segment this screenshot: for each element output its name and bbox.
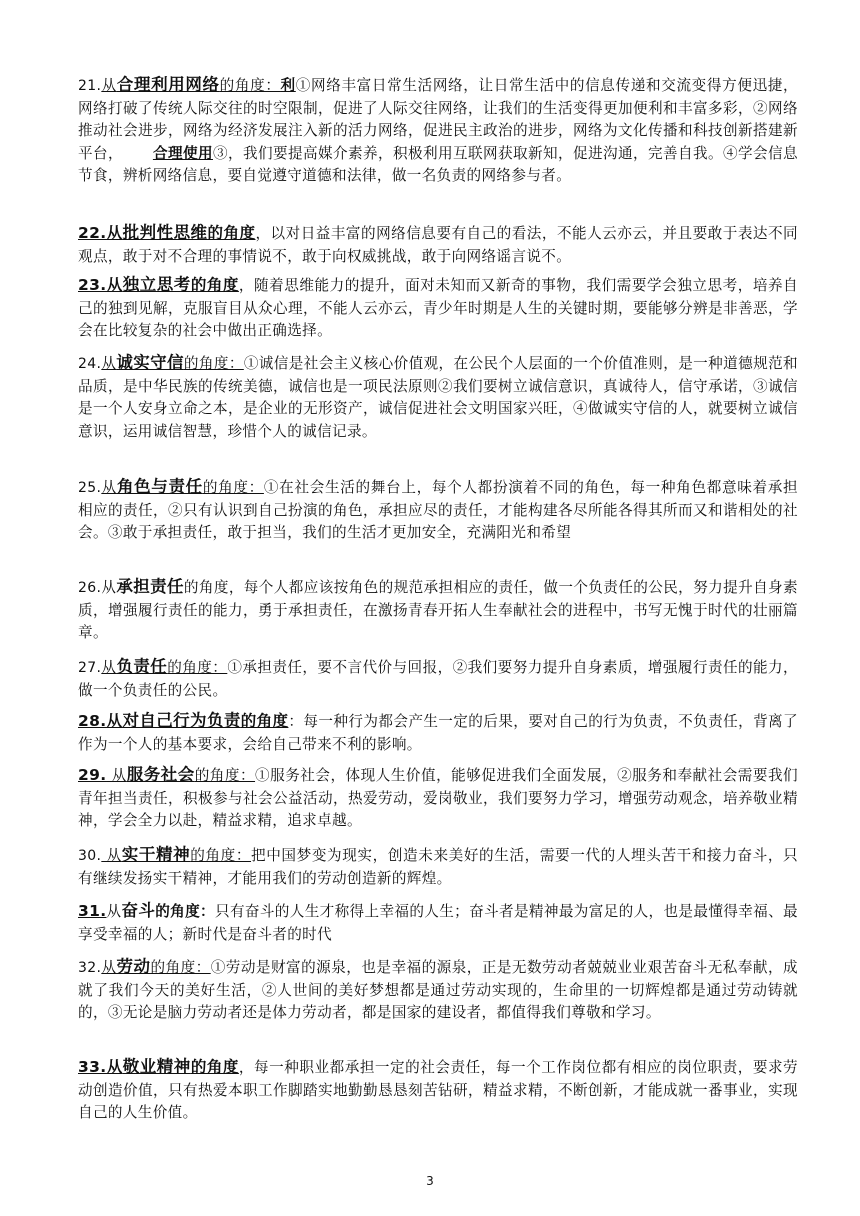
item-number: 27.: [78, 660, 102, 676]
item-keyword: 劳动: [116, 957, 151, 976]
item-number: 22.: [78, 224, 107, 242]
item-heading: 从批判性思维的角度: [106, 223, 256, 242]
item-heading: 从对自己行为负责的角度: [106, 711, 289, 730]
item-keyword: 承担责任: [116, 577, 184, 596]
item-heading: 从劳动的角度：: [101, 957, 211, 976]
item-keyword: 独立思考: [122, 275, 191, 294]
item-heading: 从角色与责任的角度：: [101, 477, 264, 496]
item-heading: 从敬业精神的角度: [106, 1057, 239, 1076]
item-keyword: 服务社会: [126, 765, 195, 784]
item-number: 21.: [78, 78, 102, 94]
item-number: 24.: [78, 356, 102, 372]
item-23: [78, 274, 798, 343]
item-heading: 从负责任的角度：: [101, 657, 228, 676]
item-body: ①劳动是财富的源泉，也是幸福的源泉，正是无数劳动者兢兢业业艰苦奋斗无私奉献，成就了我们今天的美好生活，②人世间的美好梦想都是通过劳动实现的，生命里的一切辉煌都是通过劳动铸就的，③无论是脑力劳动者还是体力劳动者，都是国家的建设者，都值得我们尊敬和学习。: [78, 959, 798, 1021]
item-heading: 从独立思考的角度: [106, 275, 239, 294]
item-heading: 从合理利用网络的角度：: [101, 75, 281, 94]
item-22: [78, 222, 798, 268]
item-body: ，每一种职业都承担一定的社会责任，每一个工作岗位都有相应的岗位职责，要求劳动创造价值，只有热爱本职工作脚踏实地勤勤恳恳刻苦钻研，精益求精，不断创新，才能成就一番事业，实现自己的人生价值。: [78, 1059, 798, 1121]
item-number: 26.: [78, 580, 102, 596]
item-keyword: 合理利用网络: [116, 75, 220, 94]
item-27: [78, 656, 798, 702]
item-number: 23.: [78, 276, 107, 294]
item-heading: 从诚实守信的角度：: [101, 353, 244, 372]
item-heading: 从实干精神的角度：: [101, 845, 252, 864]
item-body: ，每个人都应该按角色的规范承担相应的责任，做一个负责任的公民，努力提升自身素质，增强履行责任的能力，勇于承担责任，在激扬青春开拓人生奉献社会的进程中，书写无愧于时代的壮丽篇章。: [78, 579, 798, 641]
item-keyword: 对自己行为负责: [122, 711, 241, 730]
item-heading: 从奋斗的角度：: [106, 901, 215, 920]
item-body: ①服务社会，体现人生价值，能够促进我们全面发展，②服务和奉献社会需要我们青年担当责任，积极参与社会公益活动，热爱劳动，爱岗敬业，我们要努力学习，增强劳动观念，培养敬业精神，学会全力以赴，精益求精，追求卓越。: [78, 767, 798, 829]
item-21: [78, 74, 798, 188]
item-keyword: 批判性思维: [122, 223, 208, 242]
item-body: ，随着思维能力的提升，面对未知而又新奇的事物，我们需要学会独立思考，培养自己的独到见解，克服盲目从众心理，不能人云亦云，青少年时期是人生的关键时期，要能够分辨是非善恶，学会在比较复杂的社会中做出正确选择。: [78, 277, 798, 339]
item-number: 31.: [78, 902, 107, 920]
item-heading: 从承担责任的角度: [101, 577, 229, 596]
item-keyword: 实干精神: [121, 845, 191, 864]
item-number: 33.: [78, 1058, 107, 1076]
item-number: 25.: [78, 480, 102, 496]
item-body: ①在社会生活的舞台上，每个人都扮演着不同的角色，每一种角色都意味着承担相应的责任，②只有认识到自己扮演的角色，承担应尽的责任，才能构建各尽所能各得其所而又和谐相处的社会。③敢于承担责任，敢于担当，我们的生活才更加安全，充满阳光和希望: [78, 479, 799, 541]
item-25: [78, 476, 798, 545]
item-keyword: 角色与责任: [116, 477, 203, 496]
item-number: 29.: [78, 766, 107, 784]
item-number: 28.: [78, 712, 107, 730]
item-keyword: 诚实守信: [116, 353, 184, 372]
item-body: 只有奋斗的人生才称得上幸福的人生；奋斗者是精神最为富足的人，也是最懂得幸福、最享受幸福的人；新时代是奋斗者的时代: [78, 903, 799, 943]
item-body-2: ③，我们要提高媒介素养，积极利用互联网获取新知，促进沟通，完善自我。④学会信息节食，辨析网络信息，要自觉遵守道德和法律，做一名负责的网络参与者。: [78, 144, 799, 184]
item-30: [78, 844, 798, 890]
item-heading: 从服务社会的角度：: [106, 765, 256, 784]
item-28: [78, 710, 798, 756]
item-number: 32.: [78, 960, 102, 976]
item-32: [78, 956, 798, 1025]
item-tag: 利: [280, 77, 296, 94]
item-body: ，以对日益丰富的网络信息要有自己的看法，不能人云亦云，并且要敢于表达不同观点，敢于对不合理的事情说不，敢于向权威挑战，敢于向网络谣言说不。: [78, 225, 798, 265]
item-number: 30.: [78, 848, 102, 864]
item-26: [78, 576, 798, 645]
item-31: [78, 900, 798, 946]
item-body: 把中国梦变为现实，创造未来美好的生活，需要一代的人埋头苦干和接力奋斗，只有继续发扬实干精神，才能用我们的劳动创造新的辉煌。: [78, 847, 799, 887]
item-body: ：每一种行为都会产生一定的后果，要对自己的行为负责，不负责任，背离了作为一个人的基本要求，会给自己带来不利的影响。: [78, 713, 798, 753]
item-body: ①诚信是社会主义核心价值观，在公民个人层面的一个价值准则，是一种道德规范和品质，是中华民族的传统美德，诚信也是一项民法原则②我们要树立诚信意识，真诚待人，信守承诺，③诚信是一个人安身立命之本，是企业的无形资产，诚信促进社会文明国家兴旺，④做诚实守信的人，就要树立诚信意识，运用诚信智慧，珍惜个人的诚信记录。: [78, 355, 798, 440]
item-body: ①承担责任，要不言代价与回报，②我们要努力提升自身素质，增强履行责任的能力，做一个负责任的公民。: [78, 659, 798, 699]
item-24: [78, 352, 798, 443]
item-tag-2: 合理使用: [152, 144, 213, 162]
page-number: 3: [426, 1174, 434, 1188]
item-body: ①网络丰富日常生活网络，让日常生活中的信息传递和交流变得方便迅捷，网络打破了传统人际交往的时空限制，促进了人际交往网络，让我们的生活变得更加便利和丰富多彩，②网络推动社会进步，网络为经济发展注入新的活力网络，促进民主政治的进步，网络为文化传播和科技创新搭建新平台，: [78, 77, 798, 162]
item-keyword: 奋斗: [121, 901, 156, 920]
item-keyword: 负责任: [116, 657, 168, 676]
item-29: [78, 764, 798, 833]
item-keyword: 敬业精神: [122, 1057, 191, 1076]
item-33: [78, 1056, 798, 1125]
